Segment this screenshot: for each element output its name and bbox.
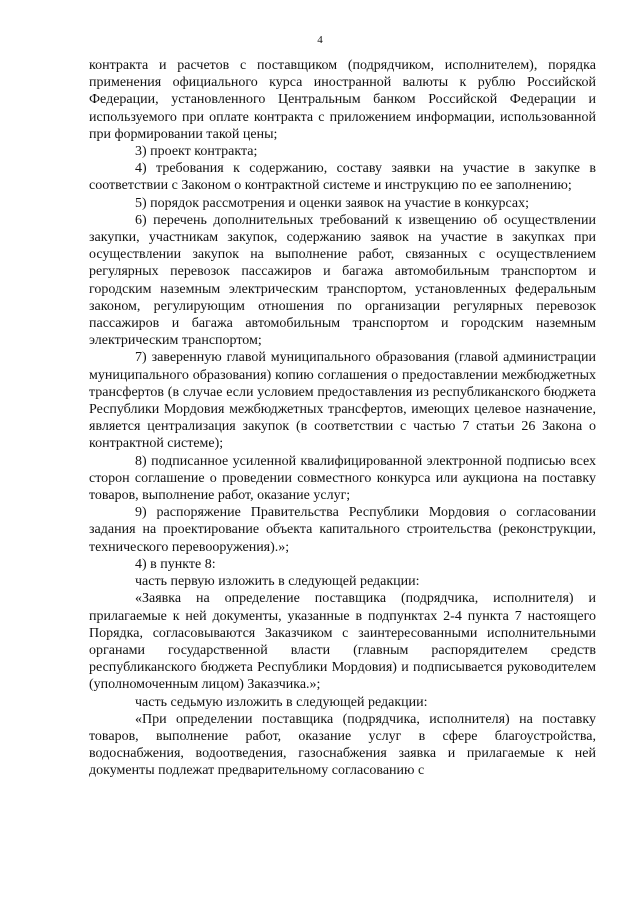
- paragraph: 6) перечень дополнительных требований к извещению об осуществлении закупки, участникам закупок, содержанию заявок на участие в закупках при осуществлении закупок на выполнение работ, связанных с осуществлением регулярных перевозок пассажиров и багажа автомобильным транспортом и городским наземным электрическим транспортом, установленных федеральным законом, регулирующим отношения по организации регулярных перевозок пассажиров и багажа автомобильным транспортом и городским наземным электрическим транспортом;: [89, 212, 596, 349]
- paragraph: 7) заверенную главой муниципального образования (главой администрации муниципального образования) копию соглашения о предоставлении межбюджетных трансфертов (в случае если условием предоставления из республиканского бюджета Республики Мордовия межбюджетных трансфертов, имеющих целевое назначение, является централизация закупок (в соответствии с частью 7 статьи 26 Закона о контрактной системе);: [89, 350, 596, 452]
- paragraph: контракта и расчетов с поставщиком (подрядчиком, исполнителем), порядка применения официального курса иностранной валюты к рублю Российской Федерации, установленного Центральным банком Российской Федерации и используемого при оплате контракта с приложением информации, использованной при формировании такой цены;: [89, 58, 596, 142]
- paragraph: 3) проект контракта;: [135, 144, 258, 160]
- paragraph: 4) требования к содержанию, составу заявки на участие в закупке в соответствии с Законом о контрактной системе и инструкцию по ее заполнению;: [89, 161, 596, 194]
- paragraph: 4) в пункте 8:: [135, 556, 216, 572]
- paragraph: часть первую изложить в следующей редакции:: [135, 574, 420, 590]
- page-number: 4: [317, 34, 323, 46]
- paragraph: «Заявка на определение поставщика (подрядчика, исполнителя) и прилагаемые к ней документы, указанные в подпунктах 2-4 пункта 7 настоящего Порядка, согласовываются Заказчиком с заинтересованными исполнительными органами государственной власти (главным распорядителем средств республиканского бюджета Республики Мордовия) и подписывается руководителем (уполномоченным лицом) Заказчика.»;: [89, 591, 596, 693]
- paragraph: 9) распоряжение Правительства Республики Мордовия о согласовании задания на проектирование объекта капитального строительства (реконструкции, технического перевооружения).»;: [89, 505, 596, 555]
- paragraph: «При определении поставщика (подрядчика, исполнителя) на поставку товаров, выполнение работ, оказание услуг в сфере благоустройства, водоснабжения, водоотведения, газоснабжения заявка и прилагаемые к ней документы подлежат предварительному согласованию с: [89, 711, 596, 779]
- paragraph: 5) порядок рассмотрения и оценки заявок на участие в конкурсах;: [135, 195, 530, 211]
- paragraph: 8) подписанное усиленной квалифицированной электронной подписью всех сторон соглашение о проведении совместного конкурса или аукциона на поставку товаров, выполнение работ, оказание услуг;: [89, 453, 596, 504]
- document-body: [89, 57, 596, 780]
- paragraph: часть седьмую изложить в следующей редакции:: [135, 694, 428, 710]
